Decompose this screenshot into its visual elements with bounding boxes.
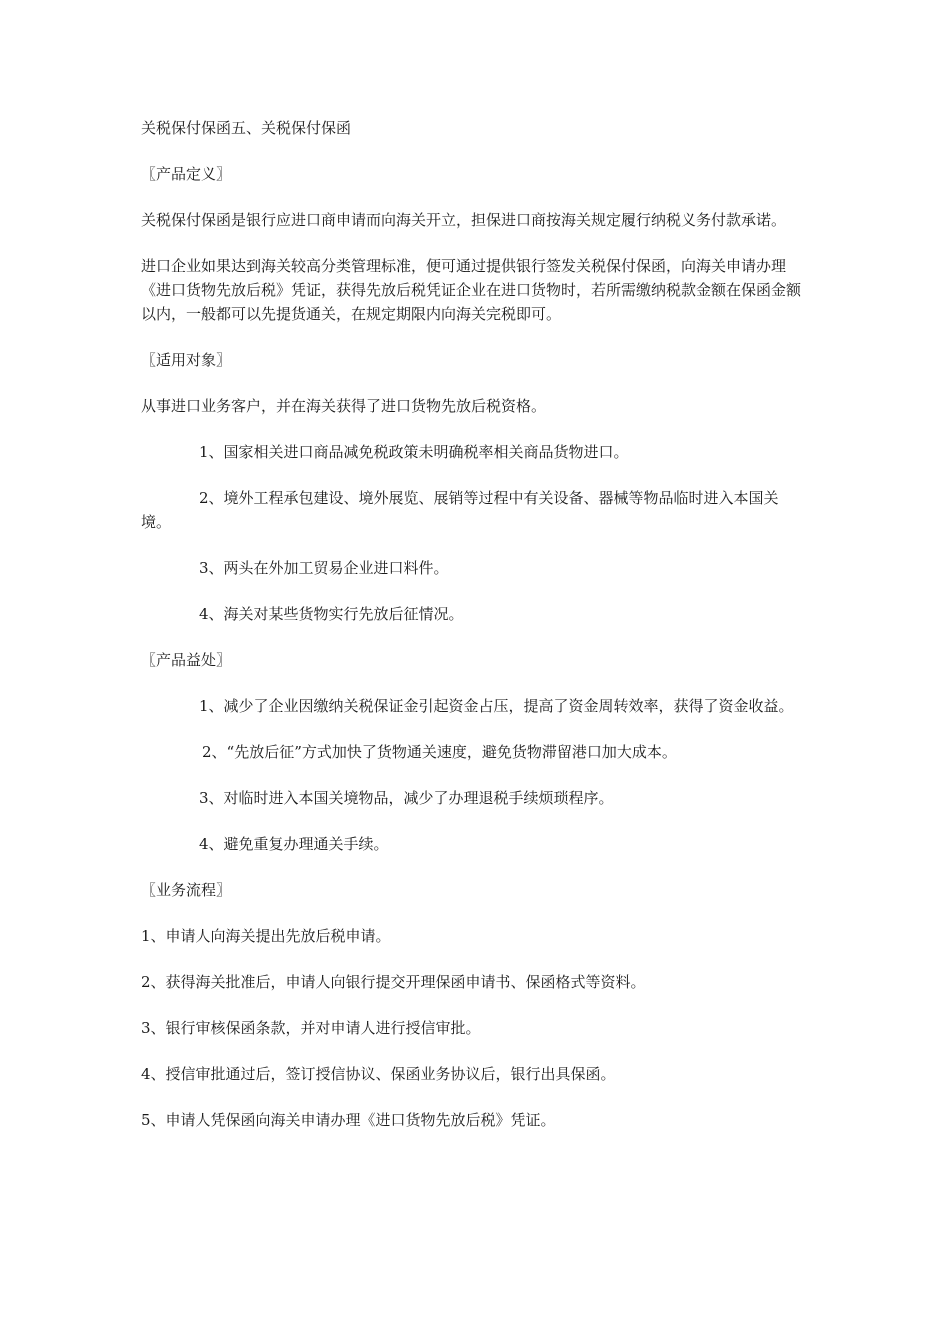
process-step-4: 4、授信审批通过后，签订授信协议、保函业务协议后，银行出具保函。 [141,1065,616,1083]
section-heading-process: 〖业务流程〗 [141,881,232,899]
document-title: 关税保付保函五、关税保付保函 [141,119,352,137]
process-step-1: 1、申请人向海关提出先放后税申请。 [141,927,391,945]
process-step-5: 5、申请人凭保函向海关申请办理《进口货物先放后税》凭证。 [141,1111,556,1129]
section-heading-benefits: 〖产品益处〗 [141,651,232,669]
benefit-item-3: 3、对临时进入本国关境物品，减少了办理退税手续烦琐程序。 [199,789,614,807]
applicable-intro: 从事进口业务客户，并在海关获得了进口货物先放后税资格。 [141,397,547,415]
benefit-item-4: 4、避免重复办理通关手续。 [199,835,389,853]
section-heading-definition: 〖产品定义〗 [141,165,232,183]
section-heading-applicable: 〖适用对象〗 [141,351,232,369]
applicable-item-2: 2、境外工程承包建设、境外展览、展销等过程中有关设备、器械等物品临时进入本国关境。 [141,489,779,531]
process-step-3: 3、银行审核保函条款，并对申请人进行授信审批。 [141,1019,481,1037]
applicable-item-3: 3、两头在外加工贸易企业进口料件。 [199,559,449,577]
benefit-item-1: 1、减少了企业因缴纳关税保证金引起资金占压，提高了资金周转效率，获得了资金收益。 [199,697,794,715]
document-body [141,116,807,1132]
applicable-item-4: 4、海关对某些货物实行先放后征情况。 [199,605,464,623]
definition-paragraph-1: 关税保付保函是银行应进口商申请而向海关开立，担保进口商按海关规定履行纳税义务付款承诺。 [141,211,787,229]
definition-paragraph-2: 进口企业如果达到海关较高分类管理标准，便可通过提供银行签发关税保付保函，向海关申请办理《进口货物先放后税》凭证，获得先放后税凭证企业在进口货物时，若所需缴纳税款金额在保函金额以内，一般都可以先提货通关，在规定期限内向海关完税即可。 [141,257,802,323]
applicable-item-1: 1、国家相关进口商品减免税政策未明确税率相关商品货物进口。 [199,443,629,461]
benefit-item-2: 2、“先放后征”方式加快了货物通关速度，避免货物滞留港口加大成本。 [202,743,677,761]
process-step-2: 2、获得海关批准后，申请人向银行提交开理保函申请书、保函格式等资料。 [141,973,646,991]
